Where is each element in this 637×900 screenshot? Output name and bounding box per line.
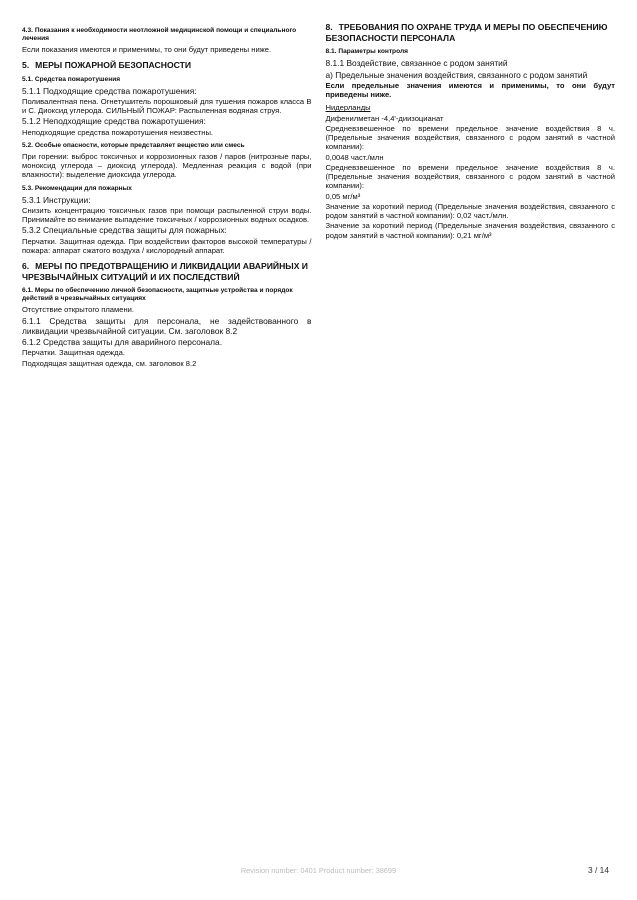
section-4-3-body: Если показания имеются и применимы, то они будут приведены ниже.	[22, 44, 272, 54]
section-8-1-title: 8.1. Параметры контроля	[325, 48, 408, 56]
nl-line-3: Значение за короткий период (Предельные значения воздействия, связанного с родом занятий в частной компании): 0,02 част./млн.	[325, 201, 615, 221]
section-6-num: 6.	[22, 261, 30, 272]
section-5-1-title: 5.1. Средства пожаротушения	[22, 75, 121, 83]
section-4-3-title: 4.3. Показания к необходимости неотложной медицинской помощи и специального лечения	[22, 27, 297, 42]
section-8-1-1-title: 8.1.1 Воздействие, связанное с родом занятий	[325, 58, 508, 69]
section-8-text: ТРЕБОВАНИЯ ПО ОХРАНЕ ТРУДА И МЕРЫ ПО ОБЕСПЕЧЕНИЮ БЕЗОПАСНОСТИ ПЕРСОНАЛА	[325, 22, 608, 43]
section-6-1-2-body2: Подходящая защитная одежда, см. заголовок 8.2	[22, 358, 197, 368]
section-5-1-2-title: 5.1.2 Неподходящие средства пожаротушения:	[22, 116, 206, 127]
section-5-3-2-body: Перчатки. Защитная одежда. При воздействии факторов высокой температуры / пожара: аппарат сжатого воздуха / кислородный аппарат.	[22, 236, 312, 255]
section-6-1-title: 6.1. Меры по обеспечению личной безопасности, защитные устройства и порядок действий в чрезвычайных ситуациях	[22, 287, 293, 303]
section-5-3-title: 5.3. Рекомендации для пожарных	[22, 184, 132, 192]
section-5-text: МЕРЫ ПОЖАРНОЙ БЕЗОПАСНОСТИ	[35, 60, 192, 71]
nl-value-1: 0,0048 част./млн	[325, 152, 384, 162]
country-nl: Нидерланды	[325, 103, 371, 113]
nl-line-4: Значение за короткий период (Предельные значения воздействия, связанного с родом занятий в частной компании): 0,21 мг/м³	[325, 221, 615, 240]
revision-info: Revision number: 0401 Product number: 38699	[240, 866, 397, 875]
right-column	[326, 22, 616, 369]
section-5-2-title: 5.2. Особые опасности, которые представляет вещество или смесь	[22, 141, 245, 149]
section-6-text: МЕРЫ ПО ПРЕДОТВРАЩЕНИЮ И ЛИКВИДАЦИИ АВАРИЙНЫХ И ЧРЕЗВЫЧАЙНЫХ СИТУАЦИЙ И ИХ ПОСЛЕДСТВИЙ	[22, 261, 308, 282]
section-8-1-a-title: а) Предельные значения воздействия, связанного с родом занятий	[325, 69, 588, 80]
section-5-1-1-title: 5.1.1 Подходящие средства пожаротушения:	[22, 85, 197, 96]
section-8-1-a-body: Если предельные значения имеются и применимы, то они будут приведены ниже.	[325, 80, 615, 100]
section-5-3-2-title: 5.3.2 Специальные средства защиты для пожарных:	[22, 225, 227, 236]
left-column	[22, 22, 312, 369]
section-8-num: 8.	[325, 22, 333, 32]
section-5-3-1-title: 5.3.1 Инструкции:	[22, 194, 91, 205]
section-6-1-2-body1: Перчатки. Защитная одежда.	[22, 348, 125, 358]
section-6-1-2-title: 6.1.2 Средства защиты для аварийного персонала.	[22, 337, 223, 348]
section-8-title	[326, 22, 616, 43]
nl-substance: Дифенилметан -4,4'-диизоцианат	[325, 113, 444, 123]
section-5-2-body: При горении: выброс токсичных и коррозионных газов / паров (нитрозные пары, моноксид углерода – диоксид углерода). Медленная реакция с водой (при влажности): выделение диоксида углерода.	[22, 151, 312, 180]
nl-line-1: Средневзвешенное по времени предельное значение воздействия 8 ч. (Предельные значения воздействия, связанного с родом занятий в частной компании):	[325, 123, 615, 152]
section-6-1-body: Отсутствие открытого пламени.	[22, 305, 135, 315]
section-6-title	[22, 261, 312, 282]
section-6-1-1-title: 6.1.1 Средства защиты для персонала, не задействованного в ликвидации чрезвычайной ситуации. См. заголовок 8.2	[22, 315, 312, 336]
section-5-1-2-body: Неподходящие средства пожаротушения неизвестны.	[22, 127, 214, 137]
section-5-num: 5.	[22, 60, 30, 71]
page-number: 3 / 14	[588, 865, 609, 875]
section-5-1-1-body: Поливалентная пена. Огнетушитель порошковый для тушения пожаров класса B и C. Диоксид углерода. СИЛЬНЫЙ ПОЖАР: Распыленная водяная струя.	[22, 96, 312, 116]
page-footer	[0, 864, 637, 880]
section-5-title	[22, 60, 312, 71]
nl-line-2: Средневзвешенное по времени предельное значение воздействия 8 ч. (Предельные значения воздействия, связанного с родом занятий в частной компании):	[325, 162, 615, 191]
nl-value-2: 0,05 мг/м³	[325, 191, 361, 201]
section-5-3-1-body: Снизить концентрацию токсичных газов при помощи распыленной струи воды. Принимайте во внимание выпадение токсичных / коррозионных водных осадков.	[22, 205, 312, 225]
